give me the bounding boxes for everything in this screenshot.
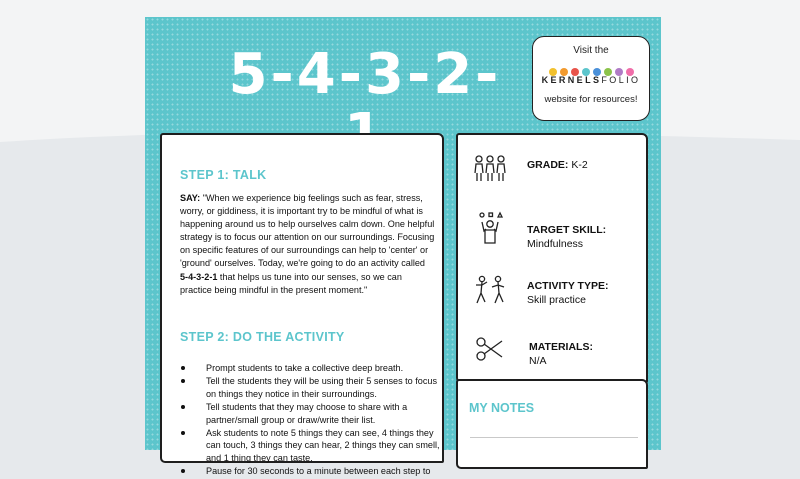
resources-promo[interactable] xyxy=(532,36,650,121)
grade-label: GRADE: xyxy=(527,159,569,171)
page-title: 5-4-3-2- xyxy=(228,42,502,107)
activity-type-text xyxy=(527,279,608,307)
my-notes-panel[interactable] xyxy=(456,379,648,469)
logo-light: FOLIO xyxy=(601,75,641,85)
logo-dots xyxy=(533,63,649,71)
materials-row xyxy=(458,333,648,383)
say-activity-name: 5-4-3-2-1 xyxy=(180,271,218,282)
step2-bullet-list xyxy=(180,362,442,479)
materials-label: MATERIALS: xyxy=(529,341,593,353)
activity-sheet xyxy=(145,17,661,477)
bullet-item: Prompt students to take a collective deep breath. xyxy=(180,362,442,374)
bullet-item: Ask students to note 5 things they can see, 4 things they can touch, 3 things they can hear, 2 things they can smell, and 1 thing they can taste. xyxy=(180,427,442,464)
type-value: Skill practice xyxy=(527,294,586,306)
skill-value: Mindfulness xyxy=(527,238,584,250)
step2-heading: STEP 2: DO THE ACTIVITY xyxy=(180,330,345,344)
bullet-item: Tell the students they will be using their 5 senses to focus on things they notice in their surroundings. xyxy=(180,375,442,400)
students-group-icon xyxy=(472,151,508,187)
materials-text xyxy=(529,340,593,368)
scissors-icon xyxy=(472,331,508,367)
type-label: ACTIVITY TYPE: xyxy=(527,280,609,292)
skill-label: TARGET SKILL: xyxy=(527,224,607,236)
target-skill-row xyxy=(458,213,648,263)
grade-text xyxy=(527,158,588,172)
notes-line xyxy=(470,437,638,438)
grade-row xyxy=(458,155,648,205)
notes-heading: MY NOTES xyxy=(469,401,535,415)
say-text-after: that helps us tune into our senses, so we can practice being mindful in the present moment." xyxy=(180,271,402,295)
steps-panel xyxy=(160,133,444,477)
logo-bold: KERNELS xyxy=(541,75,602,85)
target-skill-text xyxy=(527,223,606,251)
say-label: SAY: xyxy=(180,193,201,203)
grade-value: K-2 xyxy=(571,159,588,171)
promo-line3: website for resources! xyxy=(544,94,638,105)
bullet-item: Tell students that they may choose to share with a partner/small group or draw/write their list. xyxy=(180,401,442,426)
step1-heading: STEP 1: TALK xyxy=(180,168,267,182)
kernelsfolio-logo xyxy=(533,75,649,85)
juggling-person-icon xyxy=(472,211,508,247)
step1-say-text xyxy=(180,192,435,297)
say-text-before: "When we experience big feelings such as fear, stress, worry, or giddiness, it is important try to be mindful of what is happening around us to help ourselves calm down. One helpful strategy is to focus our attention on our surroundings. Focusing on specific features of our surroundings can help to 'center' or 'ground' ourselves. Today, we're going to do an activity called xyxy=(180,193,435,269)
dancing-people-icon xyxy=(472,273,508,309)
bullet-item: Pause for 30 seconds to a minute between each step to xyxy=(180,465,442,477)
activity-info-panel xyxy=(456,133,648,383)
promo-line1: Visit the xyxy=(573,45,609,56)
activity-type-row xyxy=(458,275,648,325)
materials-value: N/A xyxy=(529,355,547,367)
